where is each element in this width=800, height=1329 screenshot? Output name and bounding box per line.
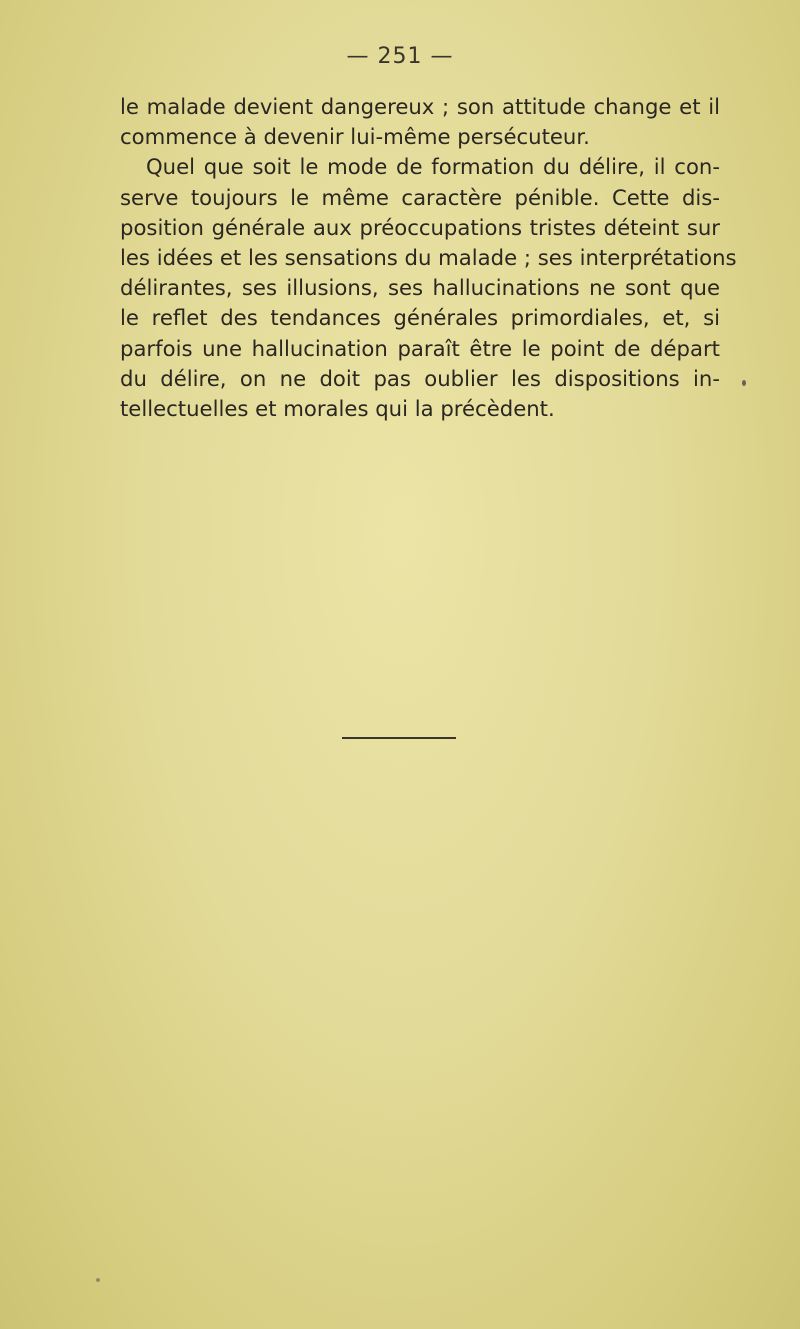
page-number: — 251 — <box>346 44 454 69</box>
text-line: commence à devenir lui-même persécuteur. <box>120 124 590 150</box>
text-line: position générale aux préoccupations tristes déteint sur <box>120 214 720 240</box>
text-line: du délire, on ne doit pas oublier les dispositions in- <box>120 365 720 391</box>
text-line: les idées et les sensations du malade ; ses interprétations <box>120 245 737 271</box>
body-text <box>120 92 737 424</box>
text-line: tellectuelles et morales qui la précèdent. <box>120 396 555 422</box>
text-line: parfois une hallucination paraît être le point de départ <box>120 335 720 361</box>
paper-speck <box>96 1278 100 1282</box>
text-line: le malade devient dangereux ; son attitude change et il <box>120 94 720 119</box>
section-divider <box>342 737 456 739</box>
text-line: délirantes, ses illusions, ses hallucinations ne sont que <box>120 275 720 301</box>
text-line: le reflet des tendances générales primordiales, et, si <box>120 305 720 331</box>
paper-speck <box>742 380 746 386</box>
text-line: Quel que soit le mode de formation du délire, il con- <box>146 154 720 180</box>
text-line: serve toujours le même caractère pénible. Cette dis- <box>120 184 720 210</box>
